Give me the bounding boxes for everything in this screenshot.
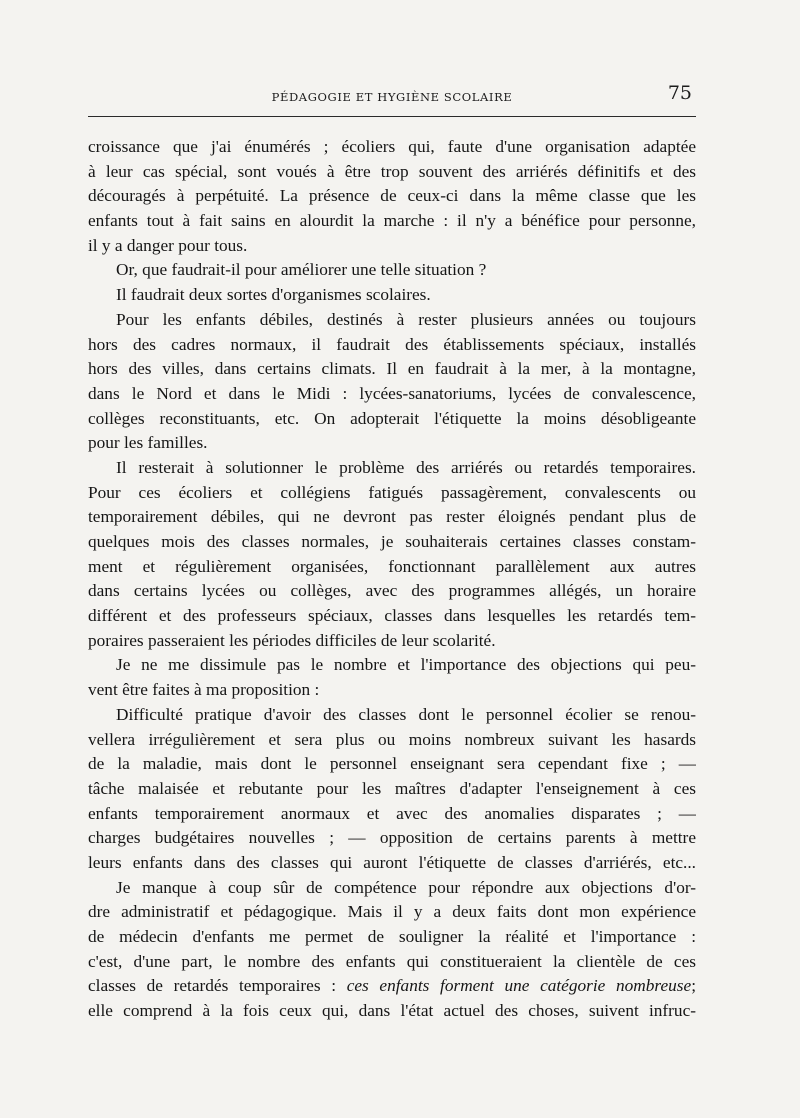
page-number: 75: [667, 82, 692, 104]
text-line: enfants tout à fait sains en alourdit la marche : il n'y a bénéfice pour personne,: [88, 211, 696, 231]
text-line: croissance que j'ai énumérés ; écoliers qui, faute d'une organisation adaptée: [88, 137, 696, 156]
paragraph-start: Or, que faudrait-il pour améliorer une telle situation ?: [116, 260, 487, 280]
text-line: quelques mois des classes normales, je souhaiterais certaines classes constam-: [88, 532, 696, 551]
text-segment: classes de retardés temporaires :: [88, 976, 347, 996]
running-header: [88, 82, 696, 108]
text-line: c'est, d'une part, le nombre des enfants qui constitueraient la clientèle de ces: [88, 951, 696, 971]
text-line: poraires passeraient les périodes difficiles de leur scolarité.: [88, 630, 496, 650]
paragraph-start: Je manque à coup sûr de compétence pour répondre aux objections d'or-: [116, 877, 696, 897]
paragraph-start: Il resterait à solutionner le problème des arriérés ou retardés temporaires.: [116, 457, 696, 477]
text-line: temporairement débiles, qui ne devront pas rester éloignés pendant plus de: [88, 507, 696, 527]
text-line: vent être faites à ma proposition :: [88, 680, 320, 700]
italic-phrase: ces enfants forment une catégorie nombreuse: [346, 976, 692, 996]
text-line-with-italic: [88, 974, 696, 999]
text-line: il y a danger pour tous.: [88, 235, 248, 255]
running-title: PÉDAGOGIE ET HYGIÈNE SCOLAIRE: [271, 90, 513, 104]
text-line: charges budgétaires nouvelles ; — opposition de certains parents à mettre: [88, 828, 696, 848]
text-line: vellera irrégulièrement et sera plus ou moins nombreux suivant les hasards: [88, 729, 696, 749]
text-line: dans certains lycées ou collèges, avec des programmes allégés, un horaire: [88, 581, 696, 601]
text-line: tâche malaisée et rebutante pour les maîtres d'adapter l'enseignement à ces: [88, 778, 696, 798]
text-line: hors des cadres normaux, il faudrait des établissements spéciaux, installés: [88, 334, 696, 354]
text-line: dre administratif et pédagogique. Mais il y a deux faits dont mon expérience: [88, 902, 696, 922]
text-line: enfants temporairement anormaux et avec des anomalies disparates ; —: [88, 803, 696, 823]
text-line: collèges reconstituants, etc. On adopterait l'étiquette la moins désobligeante: [88, 408, 696, 428]
paragraph-start: Difficulté pratique d'avoir des classes dont le personnel écolier se renou-: [116, 704, 696, 724]
text-line: dans le Nord et dans le Midi : lycées-sanatoriums, lycées de convalescence,: [88, 383, 696, 403]
text-line: de la maladie, mais dont le personnel enseignant sera cependant fixe ; —: [88, 754, 696, 774]
text-line: découragés à perpétuité. La présence de ceux-ci dans la même classe que les: [88, 186, 696, 206]
text-segment: ;: [691, 976, 696, 996]
text-line: ment et régulièrement organisées, fonctionnant parallèlement aux autres: [88, 556, 696, 576]
text-line: elle comprend à la fois ceux qui, dans l'état actuel des choses, suivent infruc-: [88, 1001, 696, 1021]
text-line: différent et des professeurs spéciaux, classes dans lesquelles les retardés tem-: [88, 606, 696, 626]
paragraph-start: Il faudrait deux sortes d'organismes scolaires.: [116, 285, 431, 305]
text-line: leurs enfants dans des classes qui auront l'étiquette de classes d'arriérés, etc...: [88, 852, 696, 872]
body-text: [88, 135, 696, 1024]
text-line: pour les familles.: [88, 433, 208, 453]
text-line: Pour ces écoliers et collégiens fatigués passagèrement, convalescents ou: [88, 482, 696, 502]
header-rule: [88, 116, 696, 117]
paragraph-start: Je ne me dissimule pas le nombre et l'importance des objections qui peu-: [116, 655, 696, 675]
paragraph-start: Pour les enfants débiles, destinés à rester plusieurs années ou toujours: [116, 309, 696, 329]
text-line: de médecin d'enfants me permet de souligner la réalité et l'importance :: [88, 927, 696, 946]
text-line: hors des villes, dans certains climats. Il en faudrait à la mer, à la montagne,: [88, 359, 696, 379]
text-line: à leur cas spécial, sont voués à être trop souvent des arriérés définitifs et des: [88, 161, 696, 181]
